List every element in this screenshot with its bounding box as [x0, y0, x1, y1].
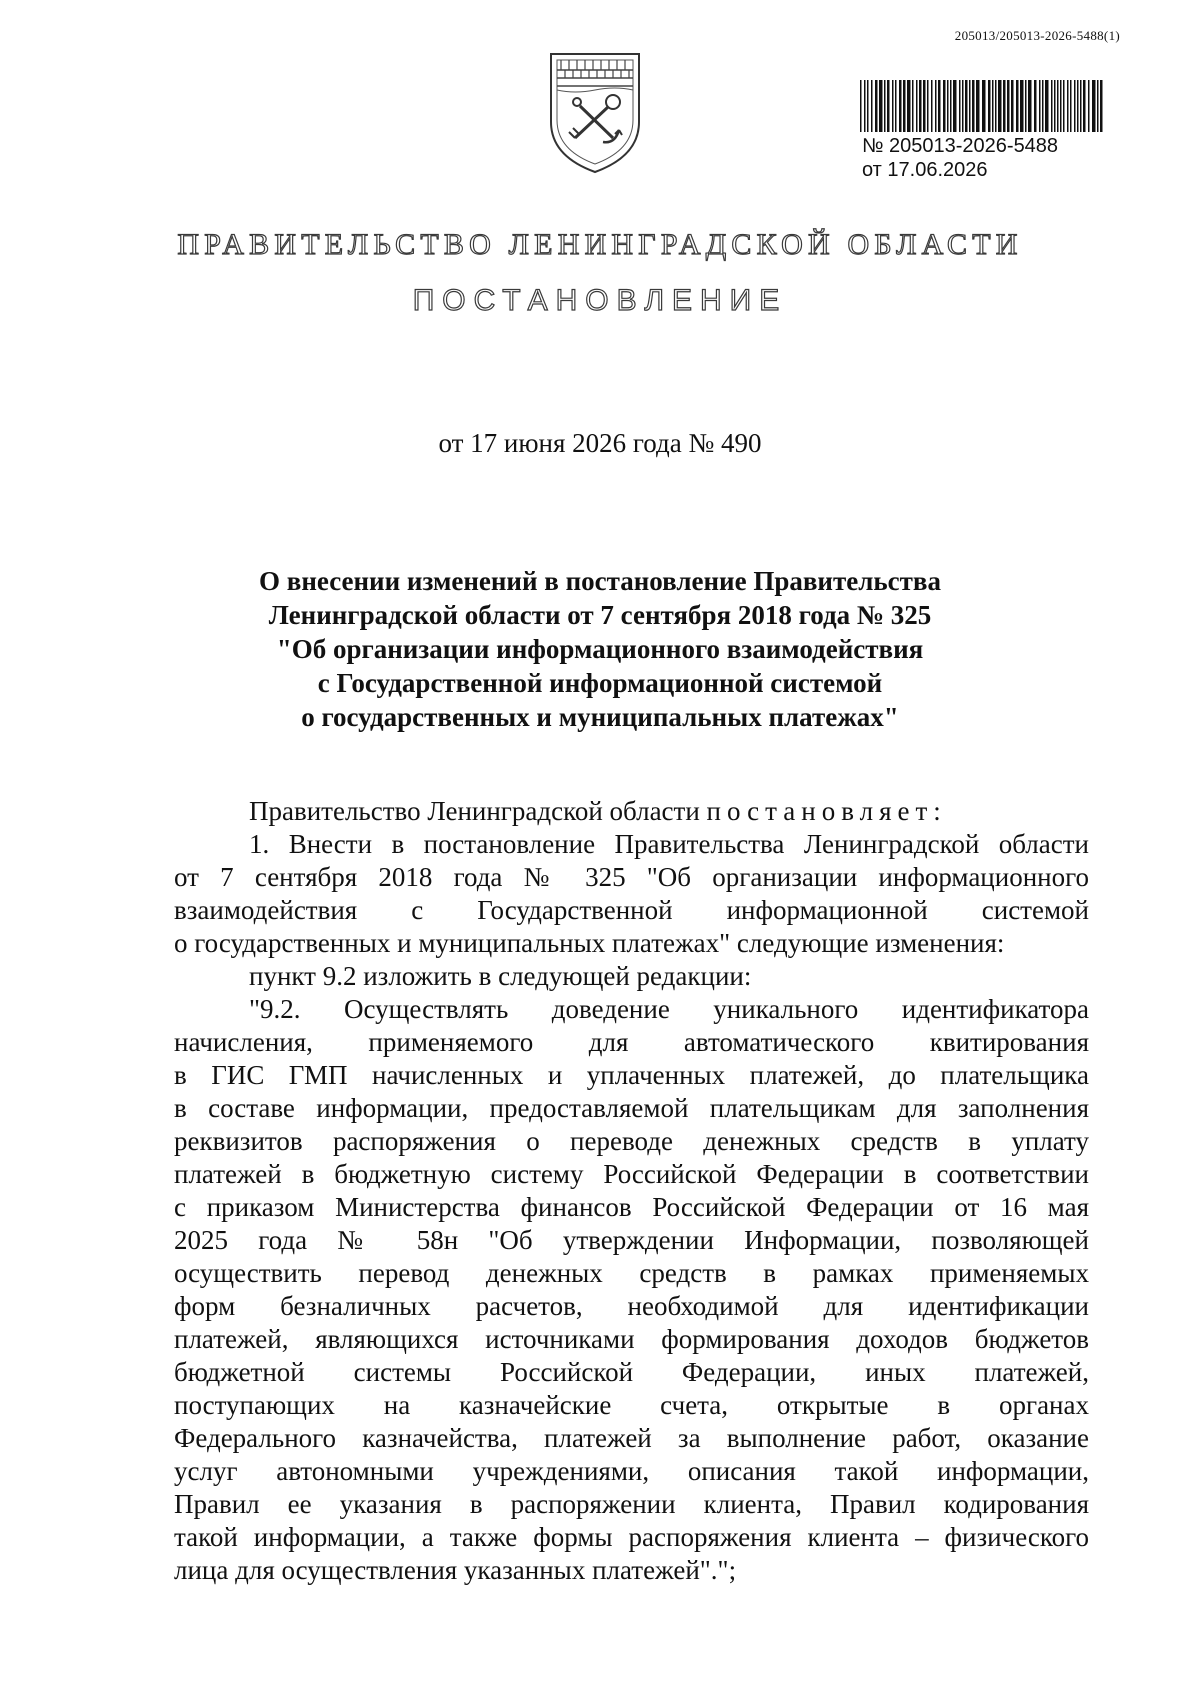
- intro-spaced-verb: постановляет:: [706, 796, 947, 826]
- paragraph-line: "9.2. Осуществлять доведение уникального идентификатора: [249, 994, 1089, 1024]
- document-body: [174, 795, 1089, 1587]
- paragraph-line: Федерального казначейства, платежей за выполнение работ, оказание: [174, 1423, 1089, 1453]
- paragraph-line: 2025 года № 58н "Об утверждении Информации, позволяющей: [174, 1225, 1089, 1255]
- paragraph-line: пункт 9.2 изложить в следующей редакции:: [249, 961, 752, 991]
- title-line: с Государственной информационной системой: [317, 668, 883, 698]
- paragraph-line: в ГИС ГМП начисленных и уплаченных платежей, до плательщика: [174, 1060, 1089, 1090]
- paragraph-line: осуществить перевод денежных средств в рамках применяемых: [174, 1258, 1089, 1288]
- coat-of-arms-icon: [545, 48, 645, 176]
- title-line: "Об организации информационного взаимодействия: [276, 634, 924, 664]
- barcode: [858, 80, 1104, 134]
- intro-text: Правительство Ленинградской области: [249, 796, 707, 826]
- paragraph-line: реквизитов распоряжения о переводе денежных средств в уплату: [174, 1126, 1089, 1156]
- resolution-intro: [174, 795, 1089, 828]
- paragraph-line: поступающих на казначейские счета, открытые в органах: [174, 1390, 1089, 1420]
- document-title: [150, 564, 1050, 734]
- title-line: Ленинградской области от 7 сентября 2018 года № 325: [268, 600, 932, 630]
- paragraph-line: начисления, применяемого для автоматического квитирования: [174, 1027, 1089, 1057]
- organization-title: ПРАВИТЕЛЬСТВО ЛЕНИНГРАДСКОЙ ОБЛАСТИ: [177, 228, 1023, 261]
- paragraph-line: с приказом Министерства финансов Российской Федерации от 16 мая: [174, 1192, 1089, 1222]
- paragraph-line: Правил ее указания в распоряжении клиента, Правил кодирования: [174, 1489, 1089, 1519]
- paragraph-line: платежей в бюджетную систему Российской Федерации в соответствии: [174, 1159, 1089, 1189]
- paragraph-line: от 7 сентября 2018 года № 325 "Об организации информационного: [174, 862, 1089, 892]
- registration-number: № 205013-2026-5488: [862, 135, 1059, 157]
- paragraph-line: платежей, являющихся источниками формирования доходов бюджетов: [174, 1324, 1089, 1354]
- paragraph-line: о государственных и муниципальных платежах" следующие изменения:: [174, 928, 1005, 958]
- paragraph-line: взаимодействия с Государственной информационной системой: [174, 895, 1089, 925]
- coat-of-arms-emblem: [545, 48, 645, 176]
- paragraph-line: в составе информации, предоставляемой плательщикам для заполнения: [174, 1093, 1089, 1123]
- document-date-number: от 17 июня 2026 года № 490: [438, 428, 762, 458]
- title-line: о государственных и муниципальных платежах": [301, 702, 899, 732]
- paragraph-line: лица для осуществления указанных платежей".";: [174, 1555, 737, 1585]
- paragraph-line: услуг автономными учреждениями, описания такой информации,: [174, 1456, 1089, 1486]
- paragraph-line: форм безналичных расчетов, необходимой для идентификации: [174, 1291, 1089, 1321]
- document-type: ПОСТАНОВЛЕНИЕ: [412, 284, 788, 317]
- paragraph-line: бюджетной системы Российской Федерации, иных платежей,: [174, 1357, 1089, 1387]
- document-reference: 205013/205013-2026-5488(1): [954, 28, 1120, 43]
- registration-block: [862, 134, 1058, 182]
- registration-date: от 17.06.2026: [862, 159, 988, 181]
- paragraph-line: такой информации, а также формы распоряжения клиента – физического: [174, 1522, 1089, 1552]
- barcode-icon: [858, 80, 1104, 134]
- title-line: О внесении изменений в постановление Правительства: [259, 566, 941, 596]
- paragraph-line: 1. Внести в постановление Правительства Ленинградской области: [249, 829, 1089, 859]
